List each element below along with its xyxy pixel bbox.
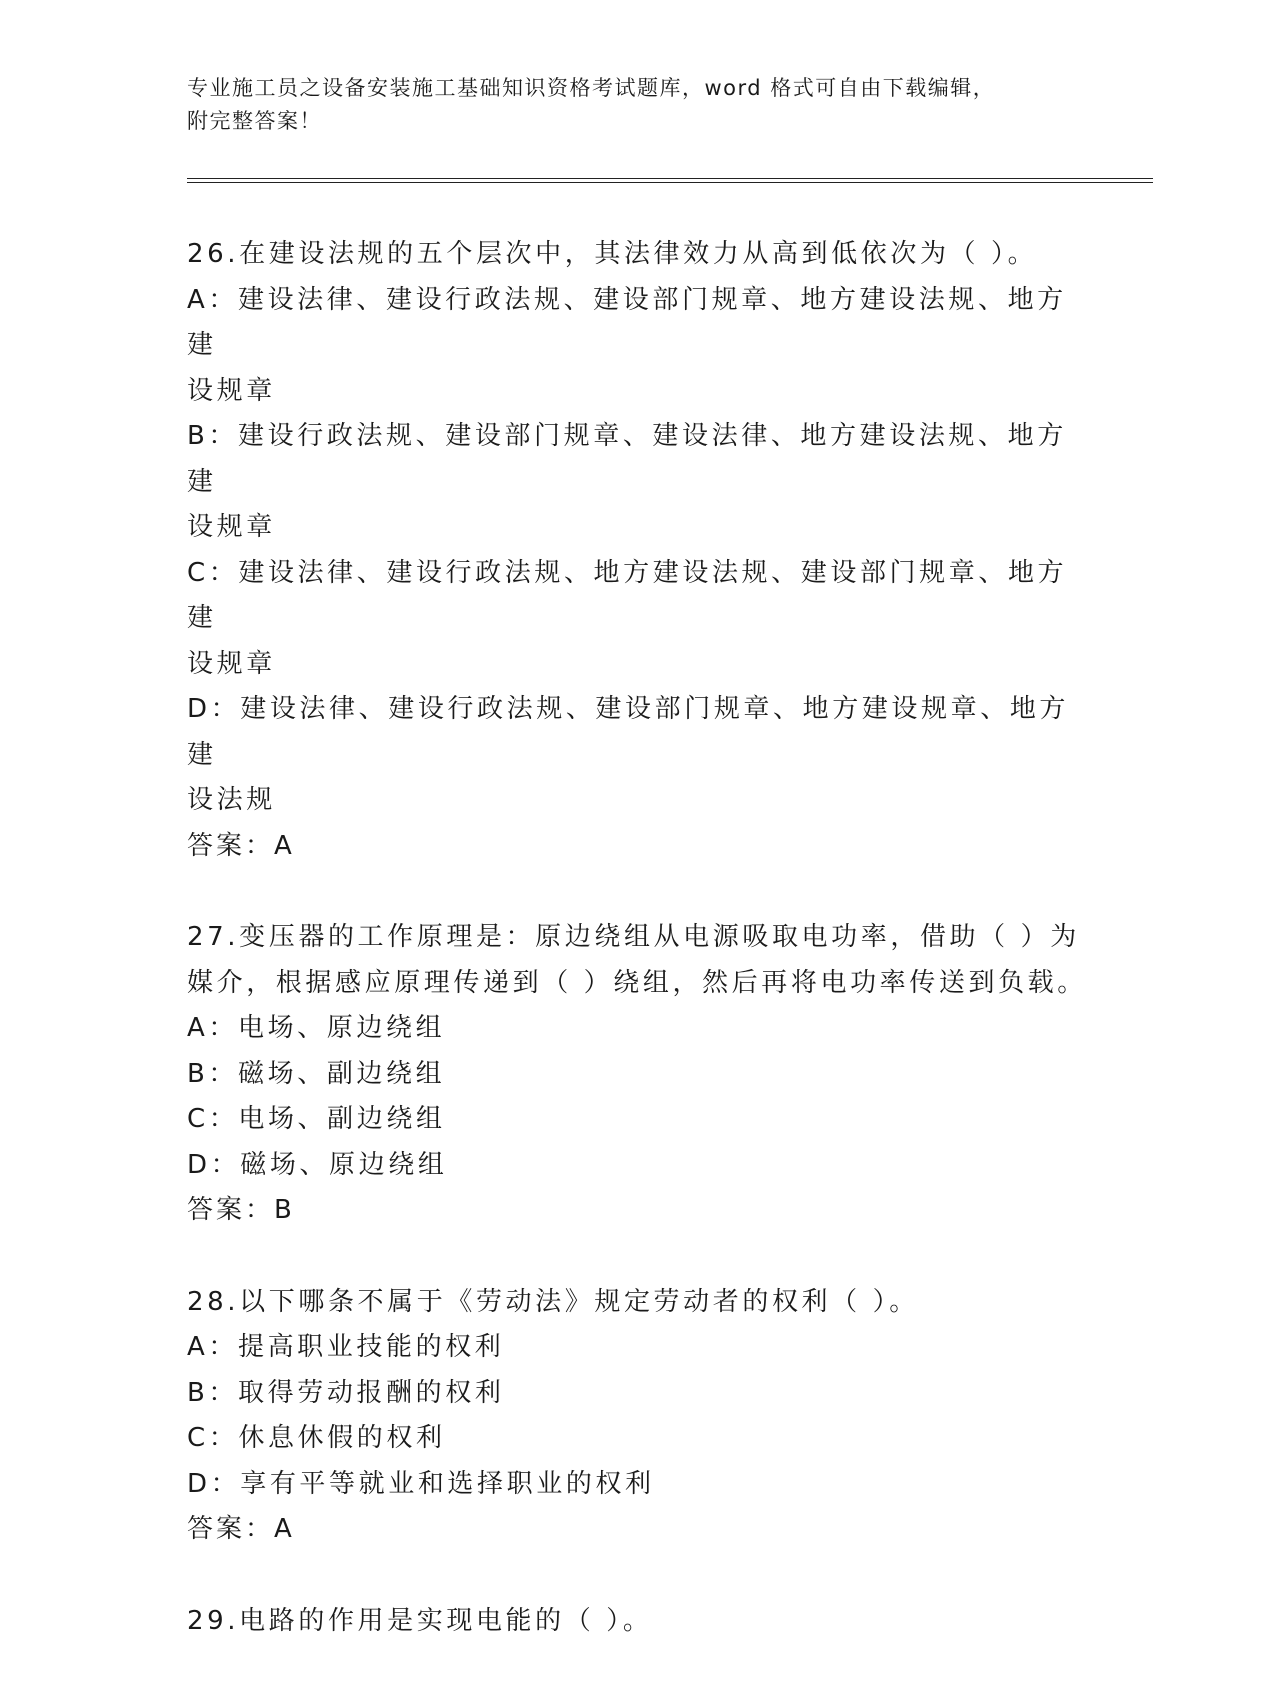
answer-text: 答案：A <box>187 830 295 861</box>
document-header <box>187 72 1067 138</box>
answer-text: 答案：B <box>187 1195 295 1225</box>
question-29 <box>187 1599 1087 1645</box>
option-a: A：建设法律、建设行政法规、建设部门规章、地方建设法规、地方建 设规章 <box>187 284 1067 406</box>
option-a: A：电场、原边绕组 <box>187 1013 446 1043</box>
option-a: A：提高职业技能的权利 <box>187 1332 505 1362</box>
question-text: 29.电路的作用是实现电能的（ ）。 <box>187 1605 653 1636</box>
option-b: B：磁场、副边绕组 <box>187 1058 446 1089</box>
option-d: D：磁场、原边绕组 <box>187 1149 448 1180</box>
answer-text: 答案：A <box>187 1514 295 1544</box>
question-text-continued: 媒介，根据感应原理传递到（ ）绕组，然后再将电功率传送到负载。 <box>187 967 1087 998</box>
option-c: C：休息休假的权利 <box>187 1423 446 1453</box>
question-text: 26.在建设法规的五个层次中，其法律效力从高到低依次为（ ）。 <box>187 239 1038 269</box>
question-28 <box>187 1280 1087 1553</box>
header-line-1: 专业施工员之设备安装施工基础知识资格考试题库，word 格式可自由下载编辑， <box>187 76 996 100</box>
option-c: C：电场、副边绕组 <box>187 1104 446 1134</box>
question-text: 27.变压器的工作原理是：原边绕组从电源吸取电功率，借助（ ）为 <box>187 922 1080 952</box>
option-b: B：取得劳动报酬的权利 <box>187 1377 505 1408</box>
option-d: D：建设法律、建设行政法规、建设部门规章、地方建设规章、地方建 设法规 <box>187 694 1070 815</box>
question-list <box>187 232 1087 1690</box>
option-c: C：建设法律、建设行政法规、地方建设法规、建设部门规章、地方建 设规章 <box>187 557 1068 679</box>
header-divider <box>187 178 1153 183</box>
header-line-2: 附完整答案！ <box>187 109 322 133</box>
option-b: B：建设行政法规、建设部门规章、建设法律、地方建设法规、地方建 设规章 <box>187 421 1067 542</box>
question-26 <box>187 232 1087 869</box>
question-text: 28.以下哪条不属于《劳动法》规定劳动者的权利（ ）。 <box>187 1286 919 1317</box>
option-d: D：享有平等就业和选择职业的权利 <box>187 1468 655 1499</box>
question-27 <box>187 915 1087 1234</box>
